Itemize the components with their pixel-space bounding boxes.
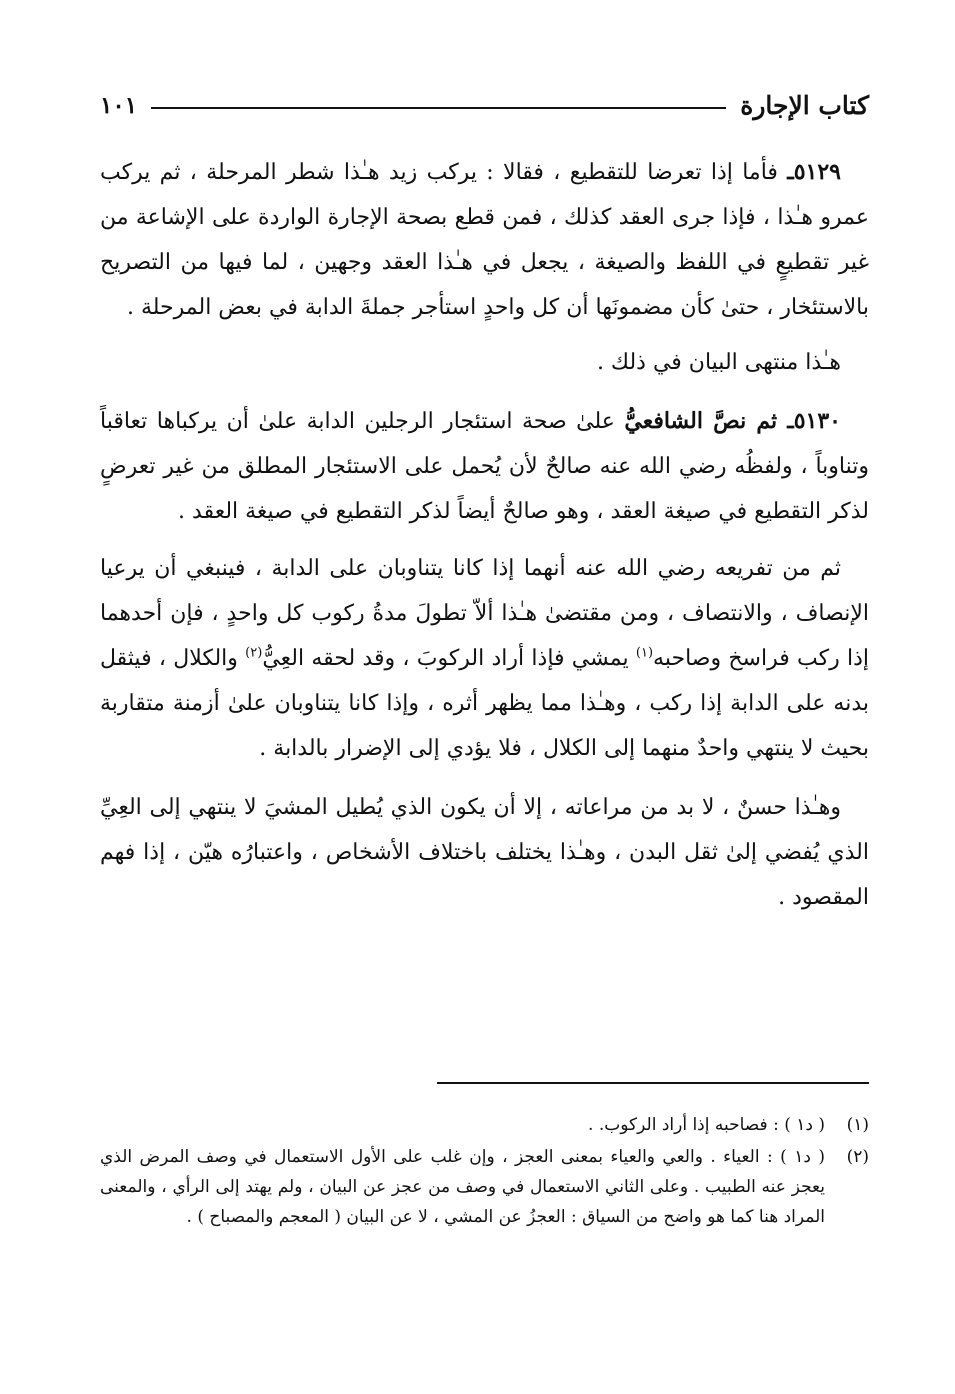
footnote-ref-2[interactable]: (٢) bbox=[245, 645, 263, 661]
section-number: ٥١٢٩ـ bbox=[787, 159, 841, 185]
footnote-text: ( د١ ) : العياء . والعي والعياء بمعنى العجز ، وإن غلب على الأول الاستعمال في وصف المرض الذي يعجز عنه الطبيب . وعلى الثاني الاستعمال في وصف من عجز عن البيان ، ولم يهتد إلى الرأي ، والمعنى المراد هنا كما هو واضح من السياق : العجزُ عن المشي ، لا عن البيان ( المعجم والمصباح ) . bbox=[100, 1147, 826, 1227]
paragraph-text: علىٰ صحة استئجار الرجلين الدابة علىٰ أن يركباها تعاقباً وتناوباً ، ولفظُه رضي الله عنه صالحٌ لأن يُحمل على الاستئجار المطلق من غير تعرضٍ لذكر التقطيع في صيغة العقد ، وهو صالحٌ أيضاً لذكر التقطيع في صيغة العقد . bbox=[100, 409, 869, 524]
section-number: ٥١٣٠ـ bbox=[787, 408, 841, 434]
paragraph-conclusion bbox=[100, 340, 869, 385]
paragraph-text: فأما إذا تعرضا للتقطيع ، فقالا : يركب زيد هـٰذا شطر المرحلة ، ثم يركب عمرو هـٰذا ، فإذا جرى العقد كذلك ، فمن قطع بصحة الإجارة الواردة على الإشاعة من غير تقطيعٍ في اللفظ والصيغة ، يجعل في هـٰذا العقد وجهين ، لما فيها من التصريح بالاستئخار ، حتىٰ كأن مضمونَها أن كل واحدٍ استأجر جملةَ الدابة في بعض المرحلة . bbox=[100, 160, 869, 320]
footnote-number: (١) bbox=[846, 1115, 869, 1135]
paragraph-text: ثم من تفريعه رضي الله عنه أنهما إذا كانا يتناوبان على الدابة ، فينبغي أن يرعيا الإنصاف ، والانتصاف ، ومن مقتضىٰ هـٰذا ألاّ تطولَ مدةُ ركوب كل واحدٍ ، فإن أحدهما إذا ركب فراسخ وصاحبه bbox=[100, 556, 869, 671]
paragraph-5130 bbox=[100, 399, 869, 534]
paragraph-text: والكلال ، فيثقل بدنه على الدابة إذا ركب ، وهـٰذا مما يظهر أثره ، وإذا كانا يتناوبان علىٰ أزمنة متقاربة بحيث لا ينتهي واحدٌ منهما إلى الكلال ، فلا يؤدي إلى الإضرار بالدابة . bbox=[100, 646, 869, 761]
page-number: ١٠١ bbox=[100, 91, 138, 119]
footnotes bbox=[100, 1110, 869, 1234]
footnote-divider bbox=[437, 1082, 869, 1084]
paragraph-hasan bbox=[100, 785, 869, 920]
bold-lead: ثم نصَّ الشافعيُّ bbox=[624, 408, 788, 434]
main-text bbox=[100, 150, 869, 920]
footnote-2 bbox=[100, 1142, 869, 1232]
paragraph-text: يمشي فإذا أراد الركوبَ ، وقد لحقه العِيُّ bbox=[262, 646, 636, 671]
paragraph-text: وهـٰذا حسنٌ ، لا بد من مراعاته ، إلا أن يكون الذي يُطيل المشيَ لا ينتهي إلى العِيِّ الذي يُفضي إلىٰ ثقل البدن ، وهـٰذا يختلف باختلاف الأشخاص ، واعتبارُه هيّن ، إذا فهم المقصود . bbox=[100, 795, 869, 910]
paragraph-5129 bbox=[100, 150, 869, 330]
footnote-1 bbox=[100, 1110, 869, 1140]
footnote-number: (٢) bbox=[846, 1147, 869, 1167]
paragraph-tafri bbox=[100, 546, 869, 771]
running-header bbox=[100, 82, 869, 128]
chapter-title: كتاب الإجارة bbox=[740, 90, 869, 120]
paragraph-text: هـٰذا منتهى البيان في ذلك . bbox=[596, 350, 841, 375]
footnote-text: ( د١ ) : فصاحبه إذا أراد الركوب. . bbox=[588, 1115, 825, 1135]
header-rule bbox=[151, 107, 726, 109]
footnote-ref-1[interactable]: (١) bbox=[635, 645, 654, 661]
